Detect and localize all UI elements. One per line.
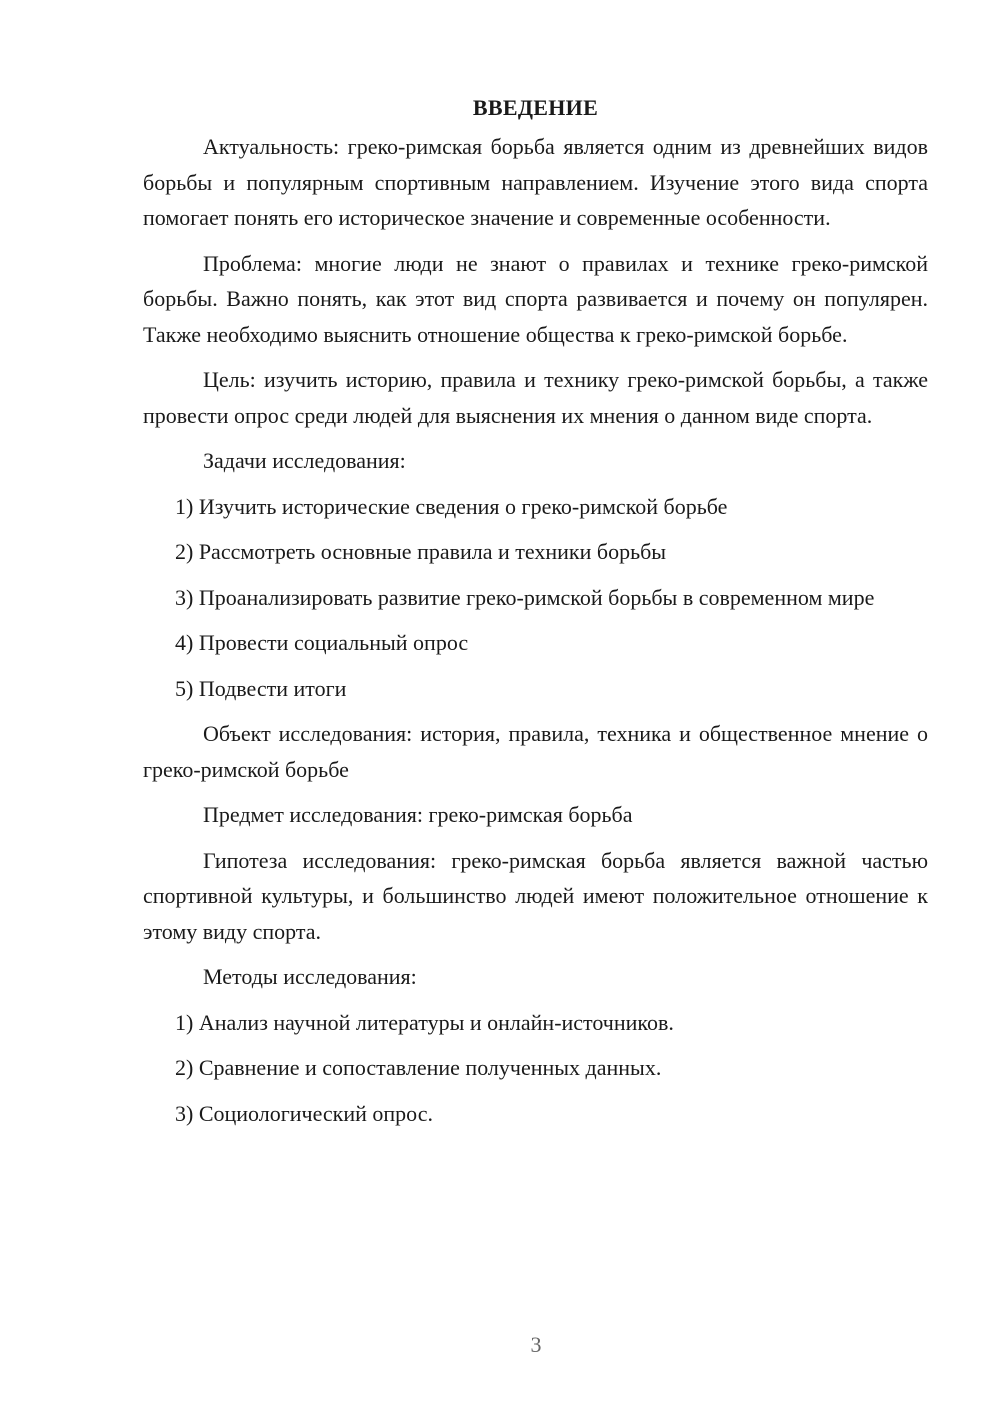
method-item: 2) Сравнение и сопоставление полученных данных. [175,1055,662,1080]
object-paragraph: Объект исследования: история, правила, техника и общественное мнение о греко-римской борьбе [143,721,928,782]
task-item: 5) Подвести итоги [175,675,347,701]
task-item: 2) Рассмотреть основные правила и техники борьбы [175,539,667,564]
page-number: 3 [530,1332,542,1357]
subject-paragraph: Предмет исследования: греко-римская борьба [203,802,633,827]
method-item: 3) Социологический опрос. [175,1100,433,1126]
section-title: ВВЕДЕНИЕ [472,95,599,120]
relevance-paragraph: Актуальность: греко-римская борьба является одним из древнейших видов борьбы и популярным спортивным направлением. Изучение этого вида спорта помогает понять его историческое значение и современные особенности. [143,134,928,230]
methods-heading: Методы исследования: [203,964,417,989]
task-item: 4) Провести социальный опрос [175,630,469,655]
tasks-heading: Задачи исследования: [203,448,406,473]
hypothesis-paragraph: Гипотеза исследования: греко-римская борьба является важной частью спортивной культуры, и большинство людей имеют положительное отношение к этому виду спорта. [143,847,928,944]
goal-paragraph: Цель: изучить историю, правила и технику греко-римской борьбы, а также провести опрос среди людей для выяснения их мнения о данном виде спорта. [143,367,928,428]
task-item: 3) Проанализировать развитие греко-римской борьбы в современном мире [175,584,875,610]
page-content [143,90,928,1141]
method-item: 1) Анализ научной литературы и онлайн-источников. [175,1009,674,1035]
problem-paragraph: Проблема: многие люди не знают о правилах и технике греко-римской борьбы. Важно понять, как этот вид спорта развивается и почему он популярен. Также необходимо выяснить отношение общества к греко-римской борьбе. [143,250,928,347]
task-item: 1) Изучить исторические сведения о греко-римской борьбе [175,493,728,519]
